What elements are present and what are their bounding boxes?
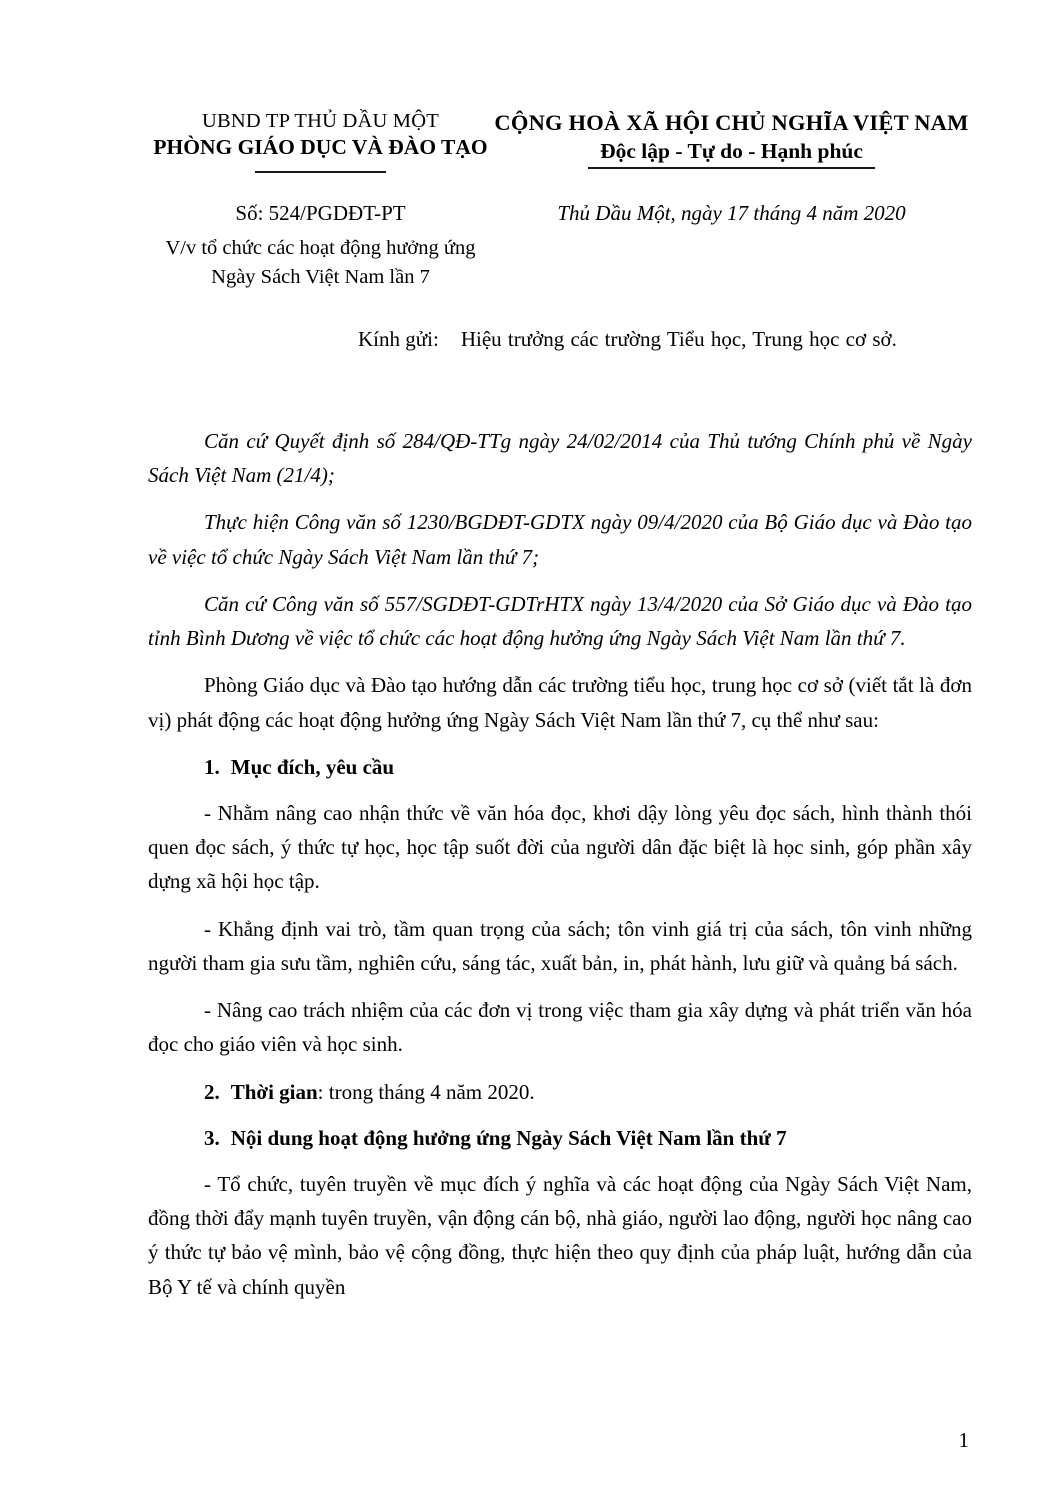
- document-subject-line-1: V/v tổ chức các hoạt động hưởng ứng: [165, 237, 476, 260]
- place-and-date: Thủ Dầu Một, ngày 17 tháng 4 năm 2020: [557, 201, 906, 225]
- recipient-label: Kính gửi:: [358, 327, 439, 351]
- document-subject-line-2: Ngày Sách Việt Nam lần 7: [211, 266, 430, 289]
- section-1-item-2: - Khẳng định vai trò, tầm quan trọng của sách; tôn vinh giá trị của sách, tôn vinh những người tham gia sưu tầm, nghiên cứu, sáng tác, xuất bản, in, phát hành, lưu giữ và quảng bá sách.: [148, 916, 972, 975]
- section-3-item-1: - Tổ chức, tuyên truyền về mục đích ý nghĩa và các hoạt động của Ngày Sách Việt Nam, đồng thời đẩy mạnh tuyên truyền, vận động cán bộ, nhà giáo, người lao động, người học nâng cao ý thức tự bảo vệ mình, bảo vệ cộng đồng, thực hiện theo quy định của pháp luật, hướng dẫn của Bộ Y tế và chính quyền: [148, 1171, 972, 1299]
- section-1-number: 1.: [204, 754, 220, 779]
- document-subject: [148, 234, 493, 291]
- section-2-title: Thời gian: [230, 1079, 318, 1104]
- place-and-date-block: [493, 198, 970, 228]
- page-number: 1: [958, 1428, 969, 1452]
- legal-basis-paragraph-3: Căn cứ Công văn số 557/SGDĐT-GDTrHTX ngày 13/4/2020 của Sở Giáo dục và Đào tạo tỉnh Bình Dương về việc tổ chức các hoạt động hưởng ứng Ngày Sách Việt Nam lần thứ 7.: [148, 591, 972, 651]
- section-1-heading: [148, 750, 972, 784]
- section-2-heading: [148, 1075, 972, 1109]
- parent-organization-name: UBND TP THỦ DẦU MỘT: [202, 110, 439, 132]
- section-2-value: : trong tháng 4 năm 2020.: [317, 1079, 535, 1104]
- issuing-authority-block: [148, 108, 493, 173]
- organization-name: PHÒNG GIÁO DỤC VÀ ĐÀO TẠO: [153, 135, 488, 160]
- document-header: [148, 108, 970, 173]
- document-meta: [148, 198, 970, 292]
- section-1-title: Mục đích, yêu cầu: [230, 754, 395, 779]
- recipient-value: Hiệu trưởng các trường Tiểu học, Trung học cơ sở.: [460, 327, 897, 351]
- national-heading-block: [493, 108, 970, 166]
- recipient-block: [358, 322, 938, 356]
- document-number: Số: 524/PGDĐT-PT: [235, 201, 406, 225]
- section-1-item-1: - Nhằm nâng cao nhận thức về văn hóa đọc, khơi dậy lòng yêu đọc sách, hình thành thói quen đọc sách, ý thức tự học, học tập suốt đời của người dân đặc biệt là học sinh, góp phần xây dựng xã hội học tập.: [148, 800, 972, 894]
- document-body: [148, 424, 972, 1317]
- section-3-heading: [148, 1121, 972, 1155]
- section-3-number: 3.: [204, 1125, 220, 1150]
- legal-basis-paragraph-2: Thực hiện Công văn số 1230/BGDĐT-GDTX ngày 09/4/2020 của Bộ Giáo dục và Đào tạo về việc tổ chức Ngày Sách Việt Nam lần thứ 7;: [148, 510, 972, 569]
- introduction-paragraph: Phòng Giáo dục và Đào tạo hướng dẫn các trường tiểu học, trung học cơ sở (viết tắt là đơn vị) phát động các hoạt động hưởng ứng Ngày Sách Việt Nam lần thứ 7, cụ thể như sau:: [148, 673, 972, 732]
- section-2-number: 2.: [204, 1079, 220, 1104]
- national-title: CỘNG HOÀ XÃ HỘI CHỦ NGHĨA VIỆT NAM: [494, 110, 969, 135]
- header-divider-rule: [255, 171, 386, 173]
- legal-basis-paragraph-1: Căn cứ Quyết định số 284/QĐ-TTg ngày 24/02/2014 của Thủ tướng Chính phủ về Ngày Sách Việt Nam (21/4);: [148, 429, 972, 488]
- section-3-title: Nội dung hoạt động hưởng ứng Ngày Sách Việt Nam lần thứ 7: [230, 1125, 787, 1150]
- document-reference-block: [148, 198, 493, 292]
- section-1-item-3: - Nâng cao trách nhiệm của các đơn vị trong việc tham gia xây dựng và phát triển văn hóa đọc cho giáo viên và học sinh.: [148, 998, 972, 1057]
- national-motto: Độc lập - Tự do - Hạnh phúc: [600, 137, 863, 165]
